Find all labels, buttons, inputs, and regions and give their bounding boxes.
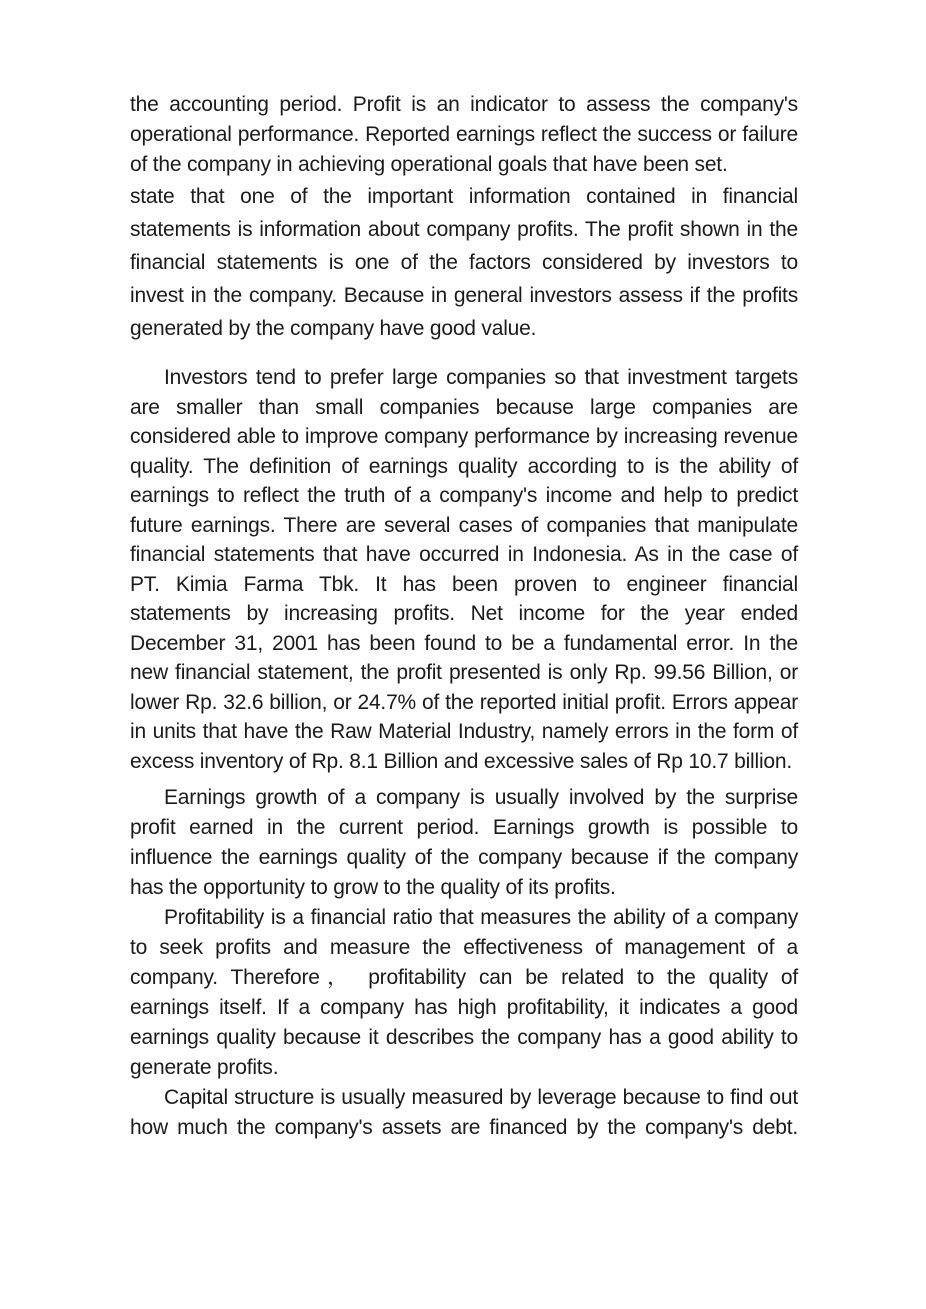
paragraph-investors-kimia-farma: Investors tend to prefer large companies so that investment targets are smaller than small companies because large companies are considered able to improve company performance by increasing revenue quality. The definition of earnings quality according to is the ability of earnings to reflect the truth of a company's income and help to predict future earnings. There are several cases of companies that manipulate financial statements that have occurred in Indonesia. As in the case of PT. Kimia Farma Tbk. It has been proven to engineer financial statements by increasing profits. Net income for the year ended December 31, 2001 has been found to be a fundamental error. In the new financial statement, the profit presented is only Rp. 99.56 Billion, or lower Rp. 32.6 billion, or 24.7% of the reported initial profit. Errors appear in units that have the Raw Material Industry, namely errors in the form of excess inventory of Rp. 8.1 Billion and excessive sales of Rp 10.7 billion. [130,366,798,773]
paragraph-financial-statements: state that one of the important information contained in financial statements is information about company profits. The profit shown in the financial statements is one of the factors considered by investors to invest in the company. Because in general investors assess if the profits generated by the company have good value. [130,185,798,340]
paragraph-capital-structure: Capital structure is usually measured by leverage because to find out how much the company's assets are financed by the company's debt. [130,1086,798,1139]
paragraph-accounting-period: the accounting period. Profit is an indicator to assess the company's operational performance. Reported earnings reflect the success or failure of the company in achieving operational goals that have been set. [130,93,798,176]
paragraph-earnings-growth: Earnings growth of a company is usually involved by the surprise profit earned in the current period. Earnings growth is possible to influence the earnings quality of the company because if the company has the opportunity to grow to the quality of its profits. [130,786,798,899]
paragraph-profitability: Profitability is a financial ratio that measures the ability of a company to seek profits and measure the effectiveness of management of a company. Therefore， profitability can be related to the quality of earnings itself. If a company has high profitability, it indicates a good earnings quality because it describes the company has a good ability to generate profits. [130,906,798,1079]
document-text-block [130,90,798,1143]
